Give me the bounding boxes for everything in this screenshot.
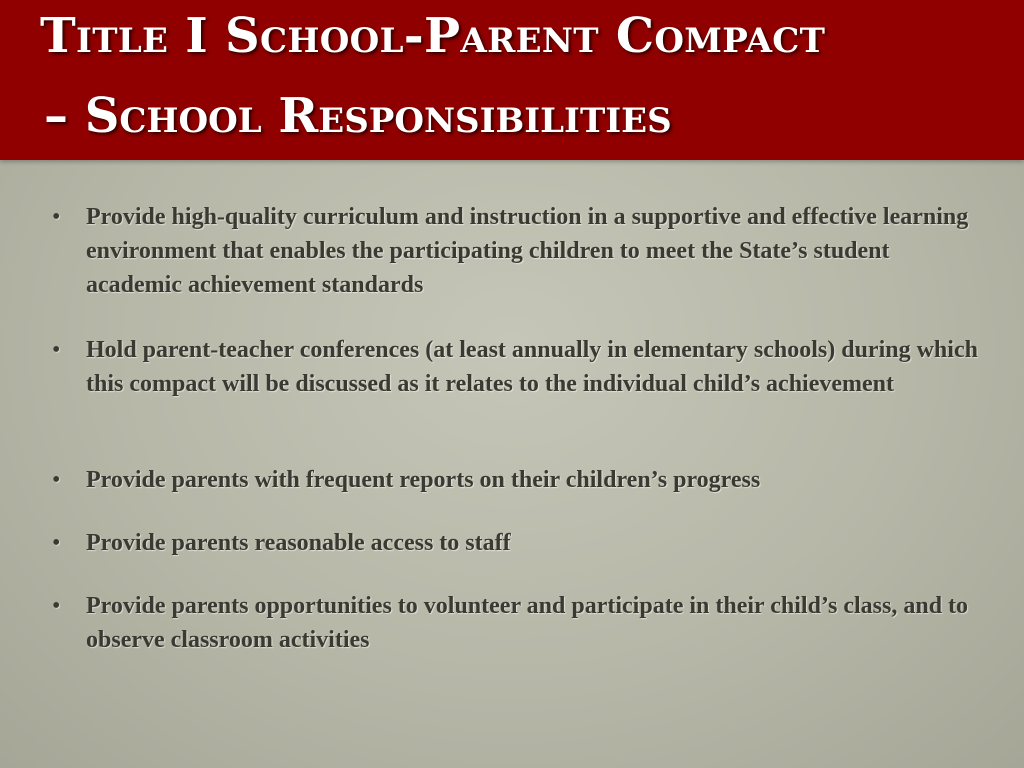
- bullet-text: Provide parents with frequent reports on their children’s progress: [86, 467, 761, 493]
- bullet-text: Provide parents reasonable access to staff: [86, 530, 511, 556]
- slide-title-line-1: Title I School-Parent Compact: [40, 8, 826, 64]
- bullet-dot-icon: •: [52, 593, 61, 619]
- bullet-dot-icon: •: [52, 337, 61, 363]
- bullet-text: Provide high-quality curriculum and instruction in a supportive and effective learning environment that enables the participating children to meet the State’s student academic achievement standards: [86, 204, 969, 298]
- bullet-dot-icon: •: [52, 467, 61, 493]
- bullet-dot-icon: •: [52, 204, 61, 230]
- bullet-text: Provide parents opportunities to volunteer and participate in their child’s class, and to observe classroom activities: [86, 593, 969, 653]
- slide-title-line-2: – School Responsibilities: [44, 88, 672, 144]
- bullet-text: Hold parent-teacher conferences (at least annually in elementary schools) during which this compact will be discussed as it relates to the individual child’s achievement: [86, 337, 978, 397]
- bullet-dot-icon: •: [52, 530, 61, 556]
